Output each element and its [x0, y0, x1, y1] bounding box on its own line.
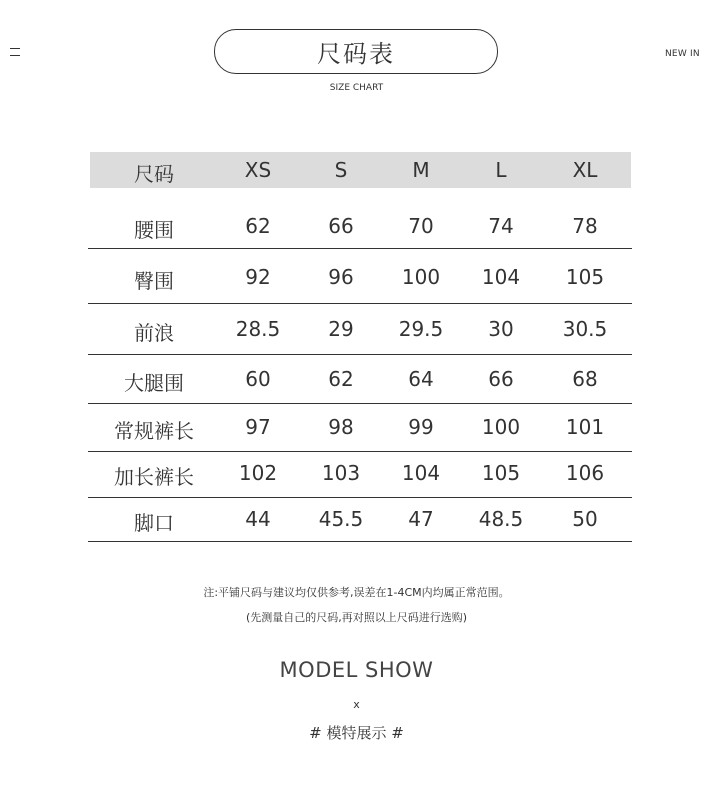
- model-show-subtitle: # 模特展示 #: [309, 724, 404, 742]
- size-column-header: M: [412, 158, 430, 182]
- size-table-cell: 30: [488, 317, 514, 341]
- size-row-label: 脚口: [134, 511, 174, 535]
- size-column-header: L: [495, 158, 507, 182]
- table-row-divider: [88, 541, 632, 542]
- size-table-cell: 70: [408, 214, 434, 238]
- size-table-cell: 48.5: [478, 507, 524, 531]
- table-row-divider: [88, 354, 632, 355]
- size-table-cell: 105: [481, 461, 521, 485]
- size-note: 注:平铺尺码与建议均仅供参考,误差在1-4CM内均属正常范围。: [203, 586, 510, 599]
- size-table-cell: 103: [321, 461, 361, 485]
- size-row-label: 大腿围: [124, 371, 184, 395]
- page-subtitle: SIZE CHART: [329, 83, 384, 93]
- size-column-header: XS: [244, 158, 272, 182]
- size-table-cell: 68: [572, 367, 598, 391]
- size-table-cell: 104: [401, 461, 441, 485]
- table-row-divider: [88, 303, 632, 304]
- size-table-cell: 100: [401, 265, 441, 289]
- size-table-cell: 62: [328, 367, 354, 391]
- size-table-cell: 47: [408, 507, 434, 531]
- table-row-divider: [88, 451, 632, 452]
- size-table-cell: 106: [565, 461, 605, 485]
- size-table-cell: 44: [245, 507, 271, 531]
- size-table-cell: 96: [328, 265, 354, 289]
- size-table-cell: 29.5: [398, 317, 444, 341]
- size-table-cell: 105: [565, 265, 605, 289]
- size-table-cell: 66: [328, 214, 354, 238]
- size-column-header-label: 尺码: [134, 162, 174, 186]
- size-table-cell: 74: [488, 214, 514, 238]
- size-row-label: 臀围: [134, 269, 174, 293]
- size-table-cell: 99: [408, 415, 434, 439]
- size-table-cell: 64: [408, 367, 434, 391]
- table-row-divider: [88, 497, 632, 498]
- size-table-cell: 50: [572, 507, 598, 531]
- size-row-label: 加长裤长: [114, 465, 194, 489]
- size-table-cell: 97: [245, 415, 271, 439]
- size-table-cell: 45.5: [318, 507, 364, 531]
- size-table-cell: 98: [328, 415, 354, 439]
- size-table-cell: 104: [481, 265, 521, 289]
- size-table-cell: 101: [565, 415, 605, 439]
- size-table-cell: 66: [488, 367, 514, 391]
- size-row-label: 前浪: [134, 321, 174, 345]
- size-table-cell: 78: [572, 214, 598, 238]
- model-show-title: MODEL SHOW: [279, 658, 434, 682]
- new-in-link[interactable]: NEW IN: [665, 49, 700, 59]
- size-column-header: XL: [572, 158, 598, 182]
- size-table-cell: 28.5: [235, 317, 281, 341]
- measure-note: (先测量自己的尺码,再对照以上尺码进行选购): [245, 611, 468, 624]
- size-table-cell: 100: [481, 415, 521, 439]
- menu-icon[interactable]: [10, 48, 20, 57]
- size-table-cell: 102: [238, 461, 278, 485]
- size-table-cell: 29: [328, 317, 354, 341]
- size-table-cell: 92: [245, 265, 271, 289]
- size-table-cell: 60: [245, 367, 271, 391]
- size-row-label: 常规裤长: [114, 419, 194, 443]
- size-row-label: 腰围: [134, 218, 174, 242]
- table-row-divider: [88, 248, 632, 249]
- page-title: 尺码表: [317, 40, 395, 68]
- size-table-cell: 30.5: [562, 317, 608, 341]
- table-row-divider: [88, 403, 632, 404]
- size-column-header: S: [334, 158, 348, 182]
- model-show-separator: x: [353, 698, 360, 711]
- size-table-cell: 62: [245, 214, 271, 238]
- size-chart-title-badge: [214, 29, 498, 74]
